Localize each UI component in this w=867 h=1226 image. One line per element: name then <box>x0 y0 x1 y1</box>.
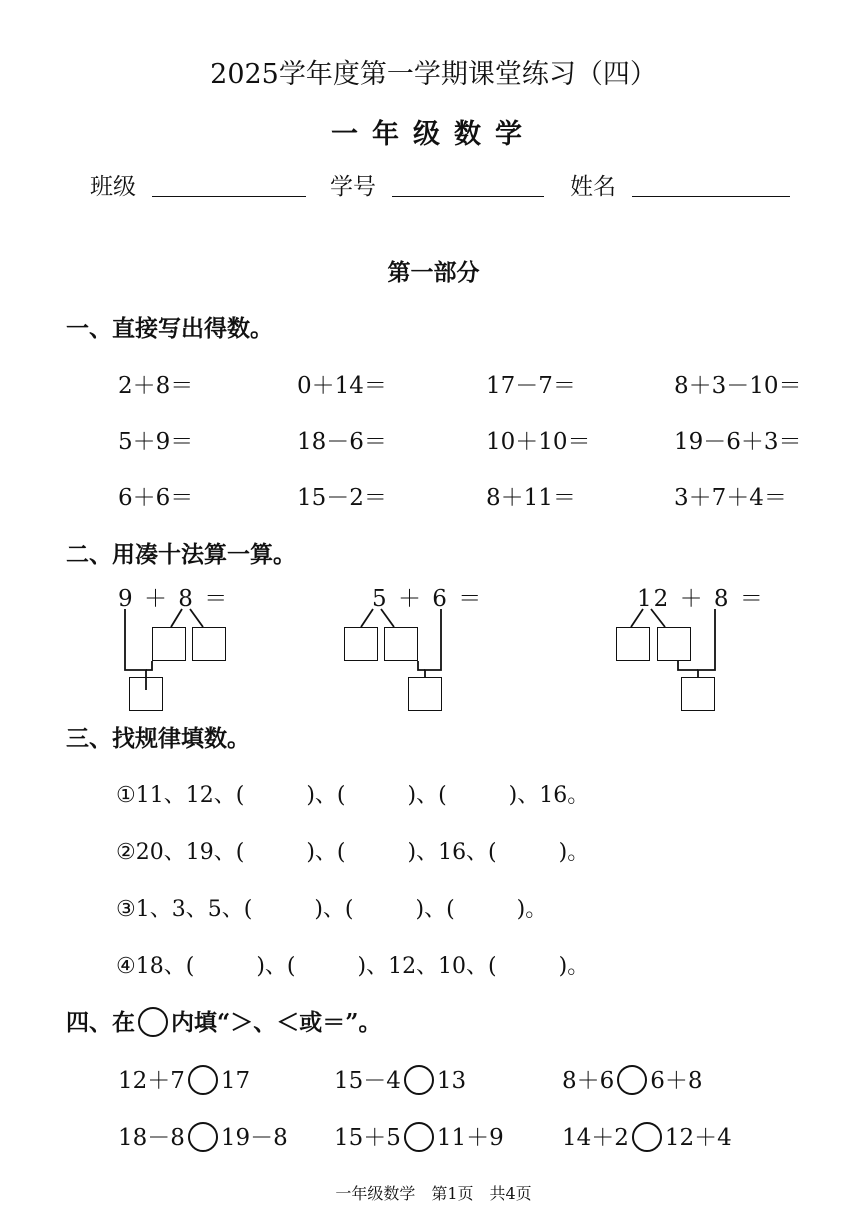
compare-item <box>562 1062 703 1095</box>
calc-item: 3＋7＋4＝ <box>674 485 787 511</box>
equals-sign: ＝ <box>739 586 765 612</box>
compare-item <box>562 1119 732 1152</box>
calc-item: 6＋6＝ <box>118 485 194 511</box>
compare-item <box>334 1062 466 1095</box>
pattern-text: )、( <box>306 783 346 808</box>
compare-right: 17 <box>220 1068 251 1094</box>
pattern-text: )。 <box>516 897 548 922</box>
operand-a: 12 <box>637 586 671 612</box>
compare-item <box>334 1119 504 1152</box>
calc-item: 18－6＝ <box>297 429 387 455</box>
pattern-line-4 <box>116 949 589 980</box>
calc-item: 10＋10＝ <box>486 429 591 455</box>
operand-b: 8 <box>178 586 195 612</box>
compare-left: 14＋2 <box>562 1125 629 1151</box>
calc-item: 2＋8＝ <box>118 373 194 399</box>
calc-item: 8＋11＝ <box>486 485 576 511</box>
pattern-mark: ② <box>116 840 136 865</box>
plus-sign: ＋ <box>679 586 705 612</box>
pattern-text: )、16、( <box>407 840 497 865</box>
pattern-text: )、( <box>256 954 296 979</box>
pattern-text: 1、3、5、( <box>135 897 253 922</box>
compare-left: 12＋7 <box>118 1068 185 1094</box>
pattern-text: )。 <box>558 840 590 865</box>
part-title: 第一部分 <box>387 259 480 286</box>
compare-circle[interactable] <box>188 1065 218 1095</box>
compare-circle[interactable] <box>404 1122 434 1152</box>
pattern-text: )、16。 <box>508 783 590 808</box>
student-number-label: 学号 <box>330 174 376 200</box>
calc-item: 5＋9＝ <box>118 429 194 455</box>
operand-b: 8 <box>713 586 731 612</box>
compare-left: 8＋6 <box>562 1068 615 1094</box>
calc-item: 19－6＋3＝ <box>674 429 802 455</box>
compare-left: 15＋5 <box>334 1125 401 1151</box>
section-1-heading: 一、直接写出得数。 <box>66 315 273 342</box>
circle-icon <box>138 1007 168 1037</box>
compare-left: 15－4 <box>334 1068 401 1094</box>
pattern-mark: ③ <box>116 897 136 922</box>
page-footer: 一年级数学 第1页 共4页 <box>335 1184 532 1203</box>
page-subtitle: 一年级数学 <box>331 119 536 150</box>
compare-right: 12＋4 <box>664 1125 732 1151</box>
pattern-text: )、( <box>407 783 447 808</box>
plus-sign: ＋ <box>143 586 169 612</box>
operand-a: 9 <box>118 586 135 612</box>
name-label: 姓名 <box>570 174 616 200</box>
equals-sign: ＝ <box>458 586 484 612</box>
page-title: 2025学年度第一学期课堂练习（四） <box>210 59 657 90</box>
calc-item: 8＋3－10＝ <box>674 373 802 399</box>
pattern-line-1 <box>116 778 589 809</box>
compare-item <box>118 1119 288 1152</box>
compare-right: 6＋8 <box>650 1068 703 1094</box>
plus-sign: ＋ <box>397 586 423 612</box>
section-3-heading: 三、找规律填数。 <box>66 725 250 752</box>
pattern-text: )、( <box>314 897 354 922</box>
operand-b: 6 <box>432 586 449 612</box>
calc-item: 17－7＝ <box>486 373 576 399</box>
compare-right: 13 <box>436 1068 467 1094</box>
equals-sign: ＝ <box>204 586 230 612</box>
pattern-text: )、( <box>306 840 346 865</box>
heading-prefix: 四、在 <box>66 1009 135 1036</box>
section-2-heading: 二、用凑十法算一算。 <box>66 541 296 568</box>
compare-circle[interactable] <box>632 1122 662 1152</box>
pattern-text: 20、19、( <box>135 840 245 865</box>
pattern-text: 11、12、( <box>135 783 245 808</box>
compare-circle[interactable] <box>188 1122 218 1152</box>
pattern-text: )、( <box>415 897 455 922</box>
calc-item: 15－2＝ <box>297 485 387 511</box>
heading-suffix: 内填“＞、＜或＝”。 <box>171 1009 382 1036</box>
compare-circle[interactable] <box>404 1065 434 1095</box>
calc-item: 0＋14＝ <box>297 373 387 399</box>
pattern-mark: ① <box>116 783 136 808</box>
pattern-text: )、12、10、( <box>357 954 497 979</box>
operand-a: 5 <box>372 586 389 612</box>
pattern-text: 18、( <box>135 954 195 979</box>
pattern-line-3 <box>116 892 547 923</box>
compare-right: 19－8 <box>220 1125 288 1151</box>
compare-circle[interactable] <box>617 1065 647 1095</box>
pattern-mark: ④ <box>116 954 136 979</box>
compare-right: 11＋9 <box>436 1125 504 1151</box>
class-label: 班级 <box>90 174 136 200</box>
section-4-heading <box>66 1004 381 1037</box>
compare-left: 18－8 <box>118 1125 185 1151</box>
compare-item <box>118 1062 250 1095</box>
pattern-line-2 <box>116 835 589 866</box>
pattern-text: )。 <box>558 954 590 979</box>
